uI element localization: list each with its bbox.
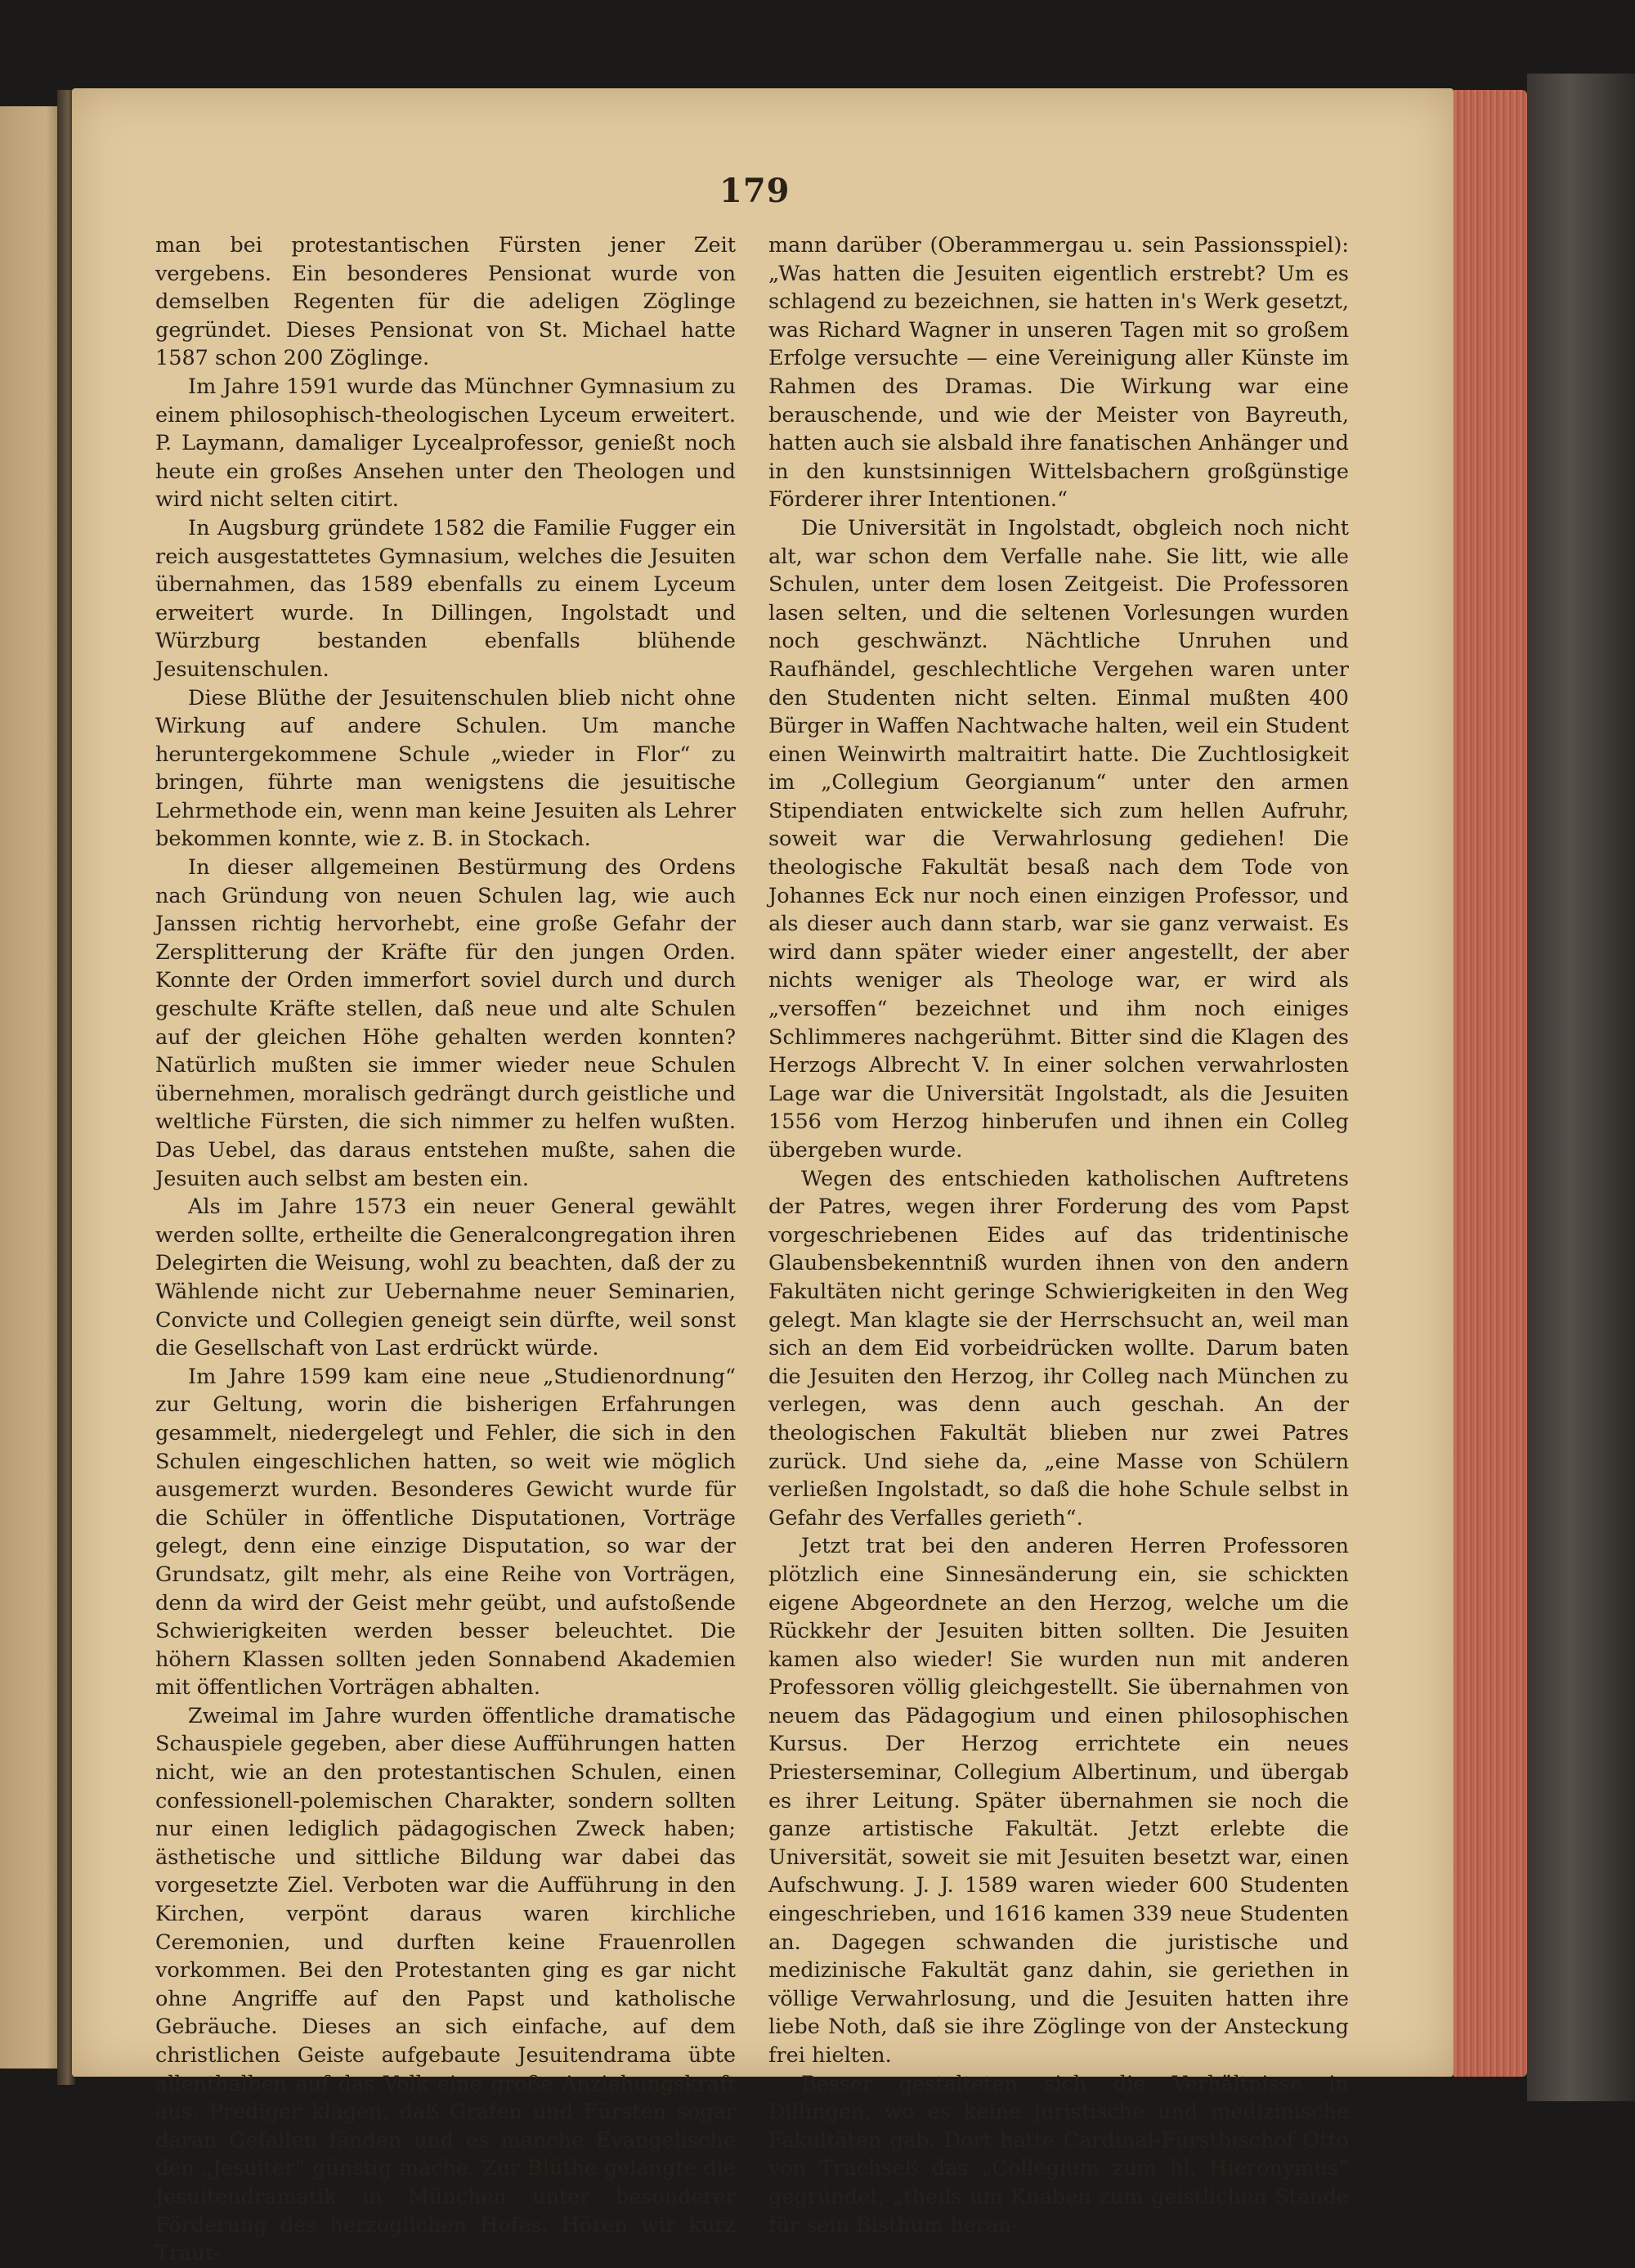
paragraph: Zweimal im Jahre wurden öffentliche dramatische Schauspiele gegeben, aber diese Aufführungen hatten nicht, wie an den protestantischen Schulen, einen confessionell-polemischen Charakter, sondern sollten nur einen lediglich pädagogischen Zweck haben; ästhetische und sittliche Bildung war dabei das vorgesetzte Ziel. Verboten war die Aufführung in den Kirchen, verpönt daraus waren kirchliche Ceremonien, und durften keine Frauenrollen vorkommen. Bei den Protestanten ging es gar nicht ohne Angriffe auf den Papst und katholische Gebräuche. Dieses an sich einfache, auf dem christlichen Geiste aufgebaute Jesuitendrama übte allenthalben auf das Volk eine große Anziehungskraft aus. Prediger klagen, daß Grafen und Fürsten sogar daran Gefallen fänden und es manche Evangelische den „Jesuiter“ günstig mache. Zur Blüthe gelangte die Jesuitendramatik in München unter besonderer Förderung des herzoglichen Hofes. Hören wir kurz Traut- (155, 1703, 736, 2266)
left-page-edge (0, 106, 65, 2069)
paragraph: In Augsburg gründete 1582 die Familie Fugger ein reich ausgestattetes Gymnasium, welches die Jesuiten übernahmen, das 1589 ebenfalls zu einem Lyceum erweitert wurde. In Dillingen, Ingolstadt und Würzburg bestanden ebenfalls blühende Jesuitenschulen. (155, 515, 736, 682)
page-number: 179 (719, 172, 791, 210)
book-cover (1527, 74, 1635, 2101)
paragraph: Im Jahre 1599 kam eine neue „Studienordnung“ zur Geltung, worin die bisherigen Erfahrungen gesammelt, niedergelegt und Fehler, die sich in den Schulen eingeschlichen hatten, so weit wie möglich ausgemerzt wurden. Besonderes Gewicht wurde für die Schüler in öffentliche Disputationen, Vorträge gelegt, denn eine einzige Disputation, so war der Grundsatz, gilt mehr, als eine Reihe von Vorträgen, denn da wird der Geist mehr geübt, und aufstoßende Schwierigkeiten werden besser beleuchtet. Die höhern Klassen sollten jeden Sonnabend Akademien mit öffentlichen Vorträgen abhalten. (155, 1364, 736, 1701)
paragraph: Jetzt trat bei den anderen Herren Professoren plötzlich eine Sinnesänderung ein, sie schickten eigene Abgeordnete an den Herzog, welche um die Rückkehr der Jesuiten bitten sollten. Die Jesuiten kamen also wieder! Sie wurden nun mit anderen Professoren völlig gleichgestellt. Sie übernahmen von neuem das Pädagogium und einen philosophischen Kursus. Der Herzog errichtete ein neues Priesterseminar, Collegium Albertinum, und übergab es ihrer Leitung. Später übernahmen sie noch die ganze artistische Fakultät. Jetzt erlebte die Universität, soweit sie mit Jesuiten besetzt war, einen Aufschwung. J. J. 1589 waren wieder 600 Studenten eingeschrieben, und 1616 kamen 339 neue Studenten an. Dagegen schwanden die juristische und medizinische Fakultät ganz dahin, sie geriethen in völlige Verwahrlosung, und die Jesuiten hatten ihre liebe Noth, daß sie ihre Zöglinge von der Ansteckung frei hielten. (768, 1534, 1349, 2068)
left-text-column (155, 231, 736, 2268)
right-text-column (768, 231, 1349, 2239)
paragraph: Die Universität in Ingolstadt, obgleich noch nicht alt, war schon dem Verfalle nahe. Sie litt, wie alle Schulen, unter dem losen Zeitgeist. Die Professoren lasen selten, und die seltenen Vorlesungen wurden noch geschwänzt. Nächtliche Unruhen und Raufhändel, geschlechtliche Vergehen waren unter den Studenten nicht selten. Einmal mußten 400 Bürger in Waffen Nachtwache halten, weil ein Student einen Weinwirth maltraitirt hatte. Die Zuchtlosigkeit im „Collegium Georgianum“ unter den armen Stipendiaten entwickelte sich zum hellen Aufruhr, soweit war die Verwahrlosung gediehen! Die theologische Fakultät besaß nach dem Tode von Johannes Eck nur noch einen einzigen Professor, und als dieser auch dann starb, war sie ganz verwaist. Es wird dann später wieder einer angestellt, der aber nichts weniger als Theologe war, er wird als „versoffen“ bezeichnet und ihm noch einiges Schlimmeres nachgerühmt. Bitter sind die Klagen des Herzogs Albrecht V. In einer solchen verwahrlosten Lage war die Universität Ingolstadt, als die Jesuiten 1556 vom Herzog hinberufen und ihnen ein Colleg übergeben wurde. (768, 515, 1349, 1163)
paragraph: Diese Blüthe der Jesuitenschulen blieb nicht ohne Wirkung auf andere Schulen. Um manche heruntergekommene Schule „wieder in Flor“ zu bringen, führte man wenigstens die jesuitische Lehrmethode ein, wenn man keine Jesuiten als Lehrer bekommen konnte, wie z. B. in Stockach. (155, 685, 736, 852)
page-block-edge (1454, 90, 1527, 2077)
paragraph: Im Jahre 1591 wurde das Münchner Gymnasium zu einem philosophisch-theologischen Lyceum erweitert. P. Laymann, damaliger Lycealprofessor, genießt noch heute ein großes Ansehen unter den Theologen und wird nicht selten citirt. (155, 374, 736, 513)
paragraph: man bei protestantischen Fürsten jener Zeit vergebens. Ein besonderes Pensionat wurde von demselben Regenten für die adeligen Zöglinge gegründet. Dieses Pensionat von St. Michael hatte 1587 schon 200 Zöglinge. (155, 233, 736, 371)
paragraph: In dieser allgemeinen Bestürmung des Ordens nach Gründung von neuen Schulen lag, wie auch Janssen richtig hervorhebt, eine große Gefahr der Zersplitterung der Kräfte für den jungen Orden. Konnte der Orden immerfort soviel durch und durch geschulte Kräfte stellen, daß neue und alte Schulen auf der gleichen Höhe gehalten werden konnten? Natürlich mußten sie immer wieder neue Schulen übernehmen, moralisch gedrängt durch geistliche und weltliche Fürsten, die sich nimmer zu helfen wußten. Das Uebel, das daraus entstehen mußte, sahen die Jesuiten auch selbst am besten ein. (155, 855, 736, 1191)
paragraph: Besser gestalteten sich die Verhältnisse in Dillingen, wo es keine juristische und medizinische Fakultäten gab. Dort hatte Cardinal-Fürstbischof Otto von Truchseß das „Collegium zum hl. Hieronymus“ gegründet, „theils um Knaben zum geistlichen Stande für sein Bisthum heran- (768, 2071, 1349, 2238)
paragraph: Als im Jahre 1573 ein neuer General gewählt werden sollte, ertheilte die Generalcongregation ihren Delegirten die Weisung, wohl zu beachten, daß der zu Wählende nicht zur Uebernahme neuer Seminarien, Convicte und Collegien geneigt sein dürfte, weil sonst die Gesellschaft von Last erdrückt würde. (155, 1195, 736, 1361)
paragraph: Wegen des entschieden katholischen Auftretens der Patres, wegen ihrer Forderung des vom Papst vorgeschriebenen Eides auf das tridentinische Glaubensbekenntniß wurden ihnen von den andern Fakultäten nicht geringe Schwierigkeiten in den Weg gelegt. Man klagte sie der Herrschsucht an, weil man sich an dem Eid vorbeidrücken wollte. Darum baten die Jesuiten den Herzog, ihr Colleg nach München zu verlegen, was denn auch geschah. An der theologischen Fakultät blieben nur zwei Patres zurück. Und siehe da, „eine Masse von Schülern verließen Ingolstadt, so daß die hohe Schule selbst in Gefahr des Verfalles gerieth“. (768, 1166, 1349, 1531)
paragraph: mann darüber (Oberammergau u. sein Passionsspiel): „Was hatten die Jesuiten eigentlich erstrebt? Um es schlagend zu bezeichnen, sie hatten in's Werk gesetzt, was Richard Wagner in unseren Tagen mit so großem Erfolge versuchte — eine Vereinigung aller Künste im Rahmen des Dramas. Die Wirkung war eine berauschende, und wie der Meister von Bayreuth, hatten auch sie alsbald ihre fanatischen Anhänger und in den kunstsinnigen Wittelsbachern großgünstige Förderer ihrer Intentionen.“ (768, 233, 1349, 513)
